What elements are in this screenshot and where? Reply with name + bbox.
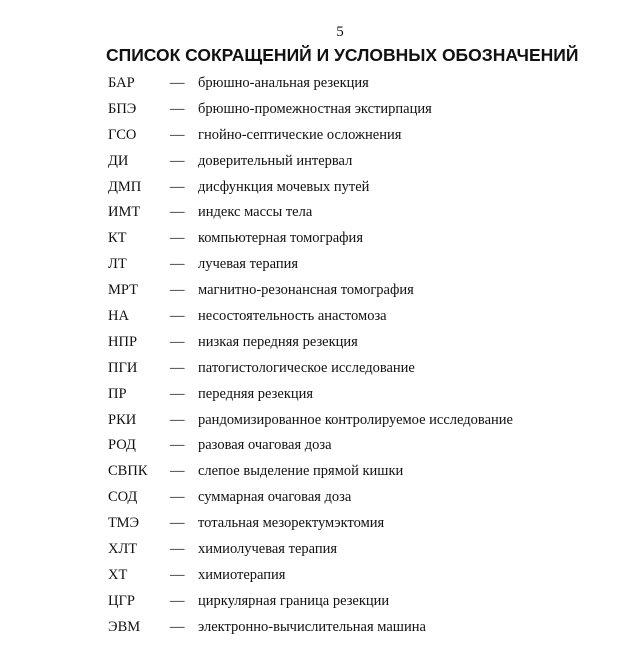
definition: тотальная мезоректумэктомия	[198, 515, 385, 532]
dash-separator: —	[170, 308, 185, 325]
definition: брюшно-промежностная экстирпация	[198, 100, 432, 117]
abbreviation: ИМТ	[108, 204, 141, 221]
abbreviation: ЭВМ	[108, 618, 141, 635]
dash-separator: —	[170, 256, 185, 273]
abbreviation: ТМЭ	[108, 515, 140, 532]
definition: химиотерапия	[198, 566, 286, 583]
abbreviation: ЦГР	[108, 592, 135, 609]
list-item	[0, 176, 627, 202]
dash-separator: —	[170, 126, 185, 143]
dash-separator: —	[170, 152, 185, 169]
list-item	[0, 150, 627, 176]
definition: гнойно-септические осложнения	[198, 126, 402, 143]
definition: химиолучевая терапия	[198, 541, 338, 558]
definition: разовая очаговая доза	[198, 437, 332, 454]
dash-separator: —	[170, 515, 185, 532]
list-item	[0, 201, 627, 227]
abbreviation: ДМП	[108, 178, 142, 195]
dash-separator: —	[170, 385, 185, 402]
abbreviation: ХЛТ	[108, 541, 138, 558]
definition: несостоятельность анастомоза	[198, 308, 387, 325]
dash-separator: —	[170, 204, 185, 221]
dash-separator: —	[170, 282, 185, 299]
definition: магнитно-резонансная томография	[198, 282, 414, 299]
dash-separator: —	[170, 437, 185, 454]
dash-separator: —	[170, 618, 185, 635]
list-item	[0, 564, 627, 590]
definition: передняя резекция	[198, 385, 314, 402]
abbreviation-list	[0, 72, 627, 642]
definition: патогистологическое исследование	[198, 359, 415, 376]
page-number: 5	[336, 24, 344, 40]
list-item	[0, 486, 627, 512]
abbreviation: НПР	[108, 333, 138, 350]
list-item	[0, 124, 627, 150]
dash-separator: —	[170, 178, 185, 195]
definition: рандомизированное контролируемое исследование	[198, 411, 513, 428]
definition: низкая передняя резекция	[198, 333, 358, 350]
list-item	[0, 331, 627, 357]
abbreviation: СВПК	[108, 463, 148, 480]
abbreviation: РОД	[108, 437, 136, 454]
definition: компьютерная томография	[198, 230, 363, 247]
list-item	[0, 409, 627, 435]
definition: циркулярная граница резекции	[198, 592, 390, 609]
list-item	[0, 460, 627, 486]
dash-separator: —	[170, 592, 185, 609]
list-item	[0, 590, 627, 616]
definition: слепое выделение прямой кишки	[198, 463, 404, 480]
list-item	[0, 538, 627, 564]
abbreviation: ПР	[108, 385, 127, 402]
list-item	[0, 98, 627, 124]
list-item	[0, 253, 627, 279]
list-item	[0, 227, 627, 253]
abbreviation: КТ	[108, 230, 127, 247]
dash-separator: —	[170, 333, 185, 350]
abbreviation: СОД	[108, 489, 138, 506]
dash-separator: —	[170, 359, 185, 376]
list-item	[0, 305, 627, 331]
list-item	[0, 357, 627, 383]
list-item	[0, 72, 627, 98]
dash-separator: —	[170, 100, 185, 117]
definition: брюшно-анальная резекция	[198, 75, 369, 91]
dash-separator: —	[170, 463, 185, 480]
list-item	[0, 383, 627, 409]
abbreviation: ПГИ	[108, 359, 138, 376]
abbreviation: ГСО	[108, 126, 137, 143]
definition: доверительный интервал	[198, 152, 353, 169]
list-item	[0, 512, 627, 538]
abbreviation: ДИ	[108, 152, 129, 169]
definition: лучевая терапия	[198, 256, 299, 273]
definition: электронно-вычислительная машина	[198, 618, 426, 635]
abbreviation: ХТ	[108, 566, 128, 583]
abbreviation: НА	[108, 308, 129, 325]
abbreviation: ЛТ	[108, 256, 127, 273]
list-item	[0, 279, 627, 305]
abbreviation: БПЭ	[108, 100, 137, 117]
dash-separator: —	[170, 489, 185, 506]
list-item	[0, 616, 627, 642]
dash-separator: —	[170, 566, 185, 583]
abbreviation: БАР	[108, 75, 135, 91]
abbreviation: РКИ	[108, 411, 137, 428]
dash-separator: —	[170, 541, 185, 558]
definition: индекс массы тела	[198, 204, 313, 221]
page-title: СПИСОК СОКРАЩЕНИЙ И УСЛОВНЫХ ОБОЗНАЧЕНИЙ	[106, 45, 579, 65]
list-item	[0, 434, 627, 460]
definition: дисфункция мочевых путей	[198, 178, 370, 195]
definition: суммарная очаговая доза	[198, 489, 352, 506]
dash-separator: —	[170, 75, 185, 91]
abbreviation: МРТ	[108, 282, 138, 299]
dash-separator: —	[170, 230, 185, 247]
dash-separator: —	[170, 411, 185, 428]
